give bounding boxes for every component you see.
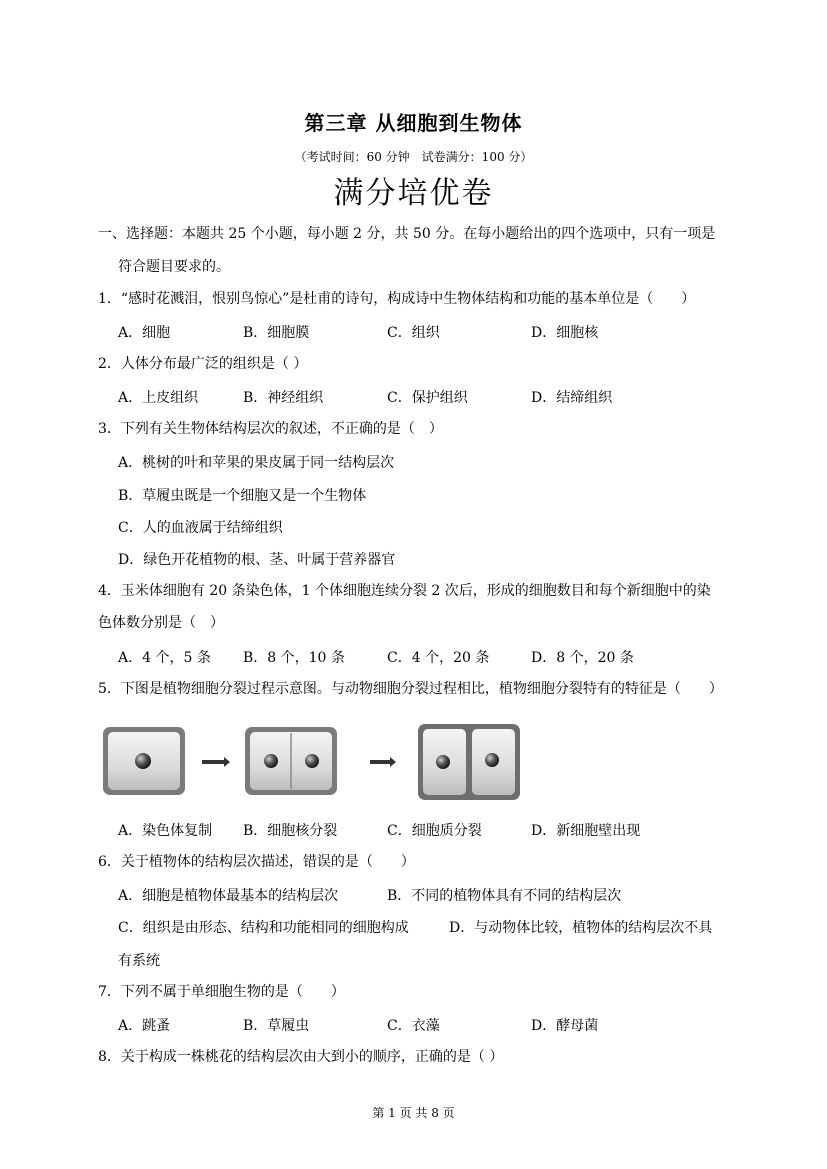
q1-option-a: A．细胞 (118, 325, 171, 341)
q2-option-a: A．上皮组织 (118, 390, 199, 406)
q2-option-c: C．保护组织 (387, 390, 468, 406)
q5-option-a: A．染色体复制 (118, 823, 213, 839)
q1-option-d: D．细胞核 (531, 325, 599, 341)
q1-option-c: C．组织 (387, 325, 440, 341)
cell-stage-3 (418, 724, 520, 800)
arrow-icon (202, 757, 230, 767)
q4-option-a: A．4 个，5 条 (118, 650, 211, 666)
question-1: 1．“感时花溅泪，恨别鸟惊心”是杜甫的诗句，构成诗中生物体结构和功能的基本单位是（ ） (98, 291, 696, 307)
banner-title: 满分培优卷 (333, 176, 494, 211)
question-8: 8．关于构成一株桃花的结构层次由大到小的顺序，正确的是（ ） (98, 1049, 504, 1065)
question-7: 7．下列不属于单细胞生物的是（ ） (98, 984, 345, 1000)
question-4: 4．玉米体细胞有 20 条染色体，1 个体细胞连续分裂 2 次后，形成的细胞数目和每个新细胞中的染 (98, 583, 711, 599)
question-5: 5．下图是植物细胞分裂过程示意图。与动物细胞分裂过程相比，植物细胞分裂特有的特征是（ ） (98, 681, 723, 697)
cell-stage-2 (245, 727, 337, 795)
q6-option-d-cont: 有系统 (118, 953, 160, 969)
q7-option-c: C．衣藻 (387, 1018, 440, 1034)
question-6: 6．关于植物体的结构层次描述，错误的是（ ） (98, 854, 415, 870)
section-heading: 一、选择题：本题共 25 个小题，每小题 2 分，共 50 分。在每小题给出的四个选项中，只有一项是 (98, 226, 716, 242)
page-number: 第 1 页 共 8 页 (372, 1106, 455, 1120)
q3-option-b: B．草履虫既是一个细胞又是一个生物体 (118, 488, 367, 504)
arrow-icon (370, 757, 396, 767)
q3-option-a: A．桃树的叶和苹果的果皮属于同一结构层次 (118, 455, 395, 471)
question-2: 2．人体分布最广泛的组织是（ ） (98, 356, 308, 372)
q6-option-d: D．与动物体比较，植物体的结构层次不具 (449, 920, 713, 936)
q4-option-b: B．8 个，10 条 (243, 650, 345, 666)
cell-stage-1 (103, 727, 185, 795)
cell-division-diagram (100, 723, 540, 803)
q3-option-c: C．人的血液属于结缔组织 (118, 520, 283, 536)
q5-option-b: B．细胞核分裂 (243, 823, 338, 839)
exam-info: （考试时间：60 分钟 试卷满分：100 分） (294, 150, 533, 164)
q5-option-d: D．新细胞壁出现 (531, 823, 641, 839)
section-heading-cont: 符合题目要求的。 (118, 259, 230, 275)
q6-option-b: B．不同的植物体具有不同的结构层次 (387, 888, 622, 904)
q2-option-d: D．结缔组织 (531, 390, 613, 406)
q7-option-d: D．酵母菌 (531, 1018, 599, 1034)
question-4-cont: 色体数分别是（ ） (98, 615, 224, 631)
chapter-title: 第三章 从细胞到生物体 (304, 111, 523, 135)
q2-option-b: B．神经组织 (243, 390, 324, 406)
q3-option-d: D．绿色开花植物的根、茎、叶属于营养器官 (118, 552, 396, 568)
q4-option-c: C．4 个，20 条 (387, 650, 490, 666)
q5-option-c: C．细胞质分裂 (387, 823, 482, 839)
q7-option-a: A．跳蚤 (118, 1018, 171, 1034)
q7-option-b: B．草履虫 (243, 1018, 310, 1034)
q6-option-a: A．细胞是植物体最基本的结构层次 (118, 888, 339, 904)
question-3: 3．下列有关生物体结构层次的叙述，不正确的是（ ） (98, 421, 443, 437)
q1-option-b: B．细胞膜 (243, 325, 310, 341)
q4-option-d: D．8 个，20 条 (531, 650, 634, 666)
q6-option-c: C．组织是由形态、结构和功能相同的细胞构成 (118, 920, 409, 936)
